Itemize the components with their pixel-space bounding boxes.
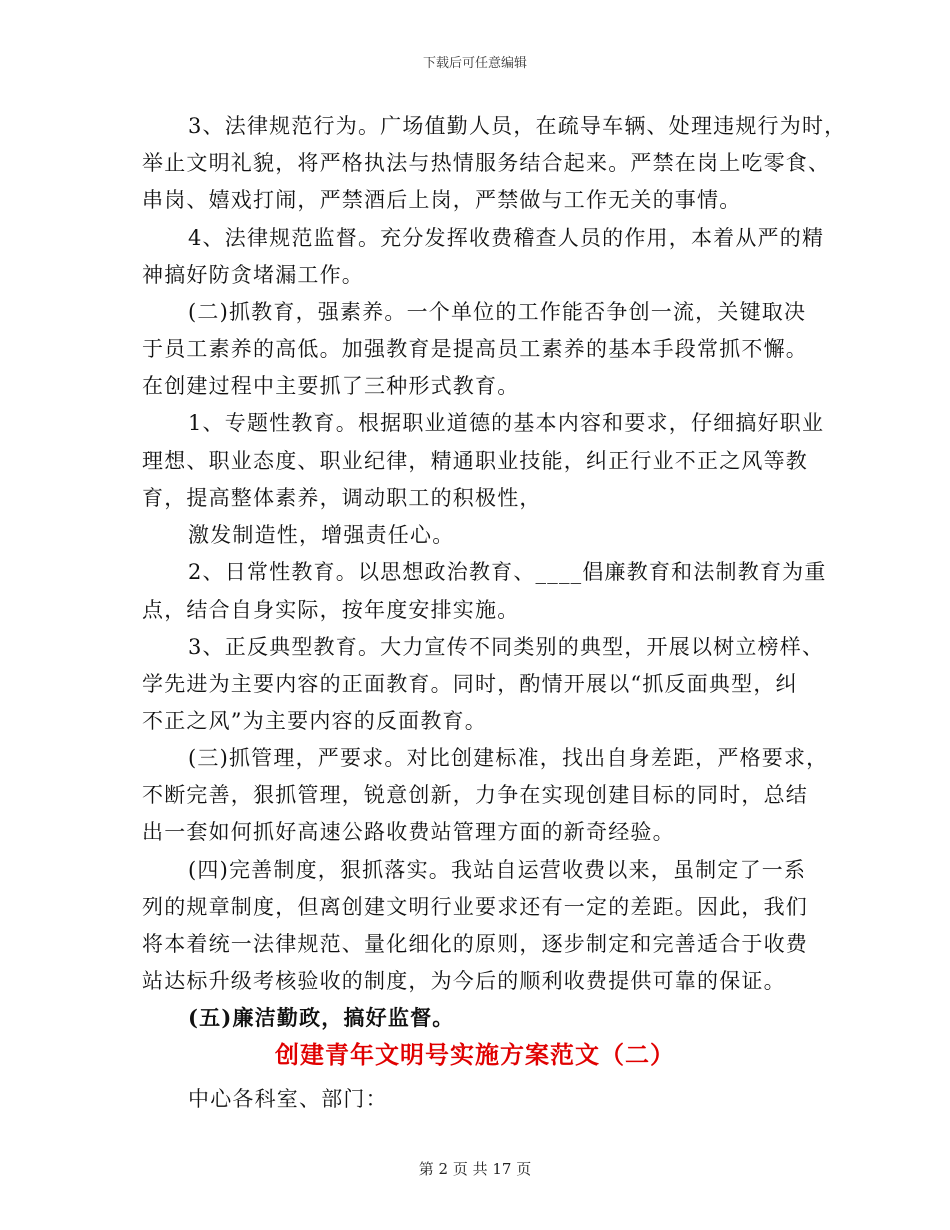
- paragraph-line: 站达标升级考核验收的制度，为今后的顺利收费提供可靠的保证。: [142, 969, 786, 993]
- page-header: 下载后可任意编辑: [422, 56, 527, 71]
- document-title: 创建青年文明号实施方案范文（二）: [275, 1040, 675, 1069]
- paragraph-line: 串岗、嬉戏打闹，严禁酒后上岗，严禁做与工作无关的事情。: [142, 188, 742, 212]
- paragraph-line: 不断完善，狠抓管理，锐意创新，力争在实现创建目标的同时，总结: [142, 783, 808, 807]
- page-footer: 第 2 页 共 17 页: [418, 1160, 532, 1178]
- salutation: 中心各科室、部门：: [188, 1087, 388, 1111]
- section-heading: (五)廉洁勤政，搞好监督。: [188, 1005, 455, 1030]
- paragraph-line: (三)抓管理，严要求。对比创建标准，找出自身差距，严格要求，: [188, 746, 829, 770]
- paragraph-line: 于员工素养的高低。加强教育是提高员工素养的基本手段常抓不懈。: [142, 337, 808, 361]
- paragraph-line: 2、日常性教育。以思想政治教育、____倡廉教育和法制教育为重: [188, 560, 827, 584]
- paragraph-line: 3、正反典型教育。大力宣传不同类别的典型，开展以树立榜样、: [188, 635, 825, 659]
- paragraph-line: 激发制造性，增强责任心。: [188, 523, 455, 547]
- paragraph-line: 神搞好防贪堵漏工作。: [142, 263, 364, 287]
- paragraph-line: 不正之风”为主要内容的反面教育。: [142, 709, 487, 733]
- paragraph-line: (四)完善制度，狠抓落实。我站自运营收费以来，虽制定了一系: [188, 858, 807, 882]
- paragraph-line: 在创建过程中主要抓了三种形式教育。: [142, 374, 520, 398]
- paragraph-line: (二)抓教育，强素养。一个单位的工作能否争创一流，关键取决: [188, 300, 807, 324]
- paragraph-line: 将本着统一法律规范、量化细化的原则，逐步制定和完善适合于收费: [142, 932, 808, 956]
- paragraph-line: 举止文明礼貌，将严格执法与热情服务结合起来。严禁在岗上吃零食、: [142, 151, 831, 175]
- paragraph-line: 1、专题性教育。根据职业道德的基本内容和要求，仔细搞好职业: [188, 411, 825, 435]
- paragraph-line: 点，结合自身实际，按年度安排实施。: [142, 598, 520, 622]
- paragraph-line: 4、法律规范监督。充分发挥收费稽查人员的作用，本着从严的精: [188, 226, 825, 250]
- paragraph-line: 学先进为主要内容的正面教育。同时，酌情开展以“抓反面典型，纠: [142, 672, 798, 696]
- paragraph-line: 理想、职业态度、职业纪律，精通职业技能，纠正行业不正之风等教: [142, 449, 808, 473]
- paragraph-line: 3、法律规范行为。广场值勤人员，在疏导车辆、处理违规行为时，: [188, 114, 847, 138]
- paragraph-line: 出一套如何抓好高速公路收费站管理方面的新奇经验。: [142, 820, 675, 844]
- paragraph-line: 列的规章制度，但离创建文明行业要求还有一定的差距。因此，我们: [142, 895, 808, 919]
- paragraph-line: 育，提高整体素养，调动职工的积极性，: [142, 486, 542, 510]
